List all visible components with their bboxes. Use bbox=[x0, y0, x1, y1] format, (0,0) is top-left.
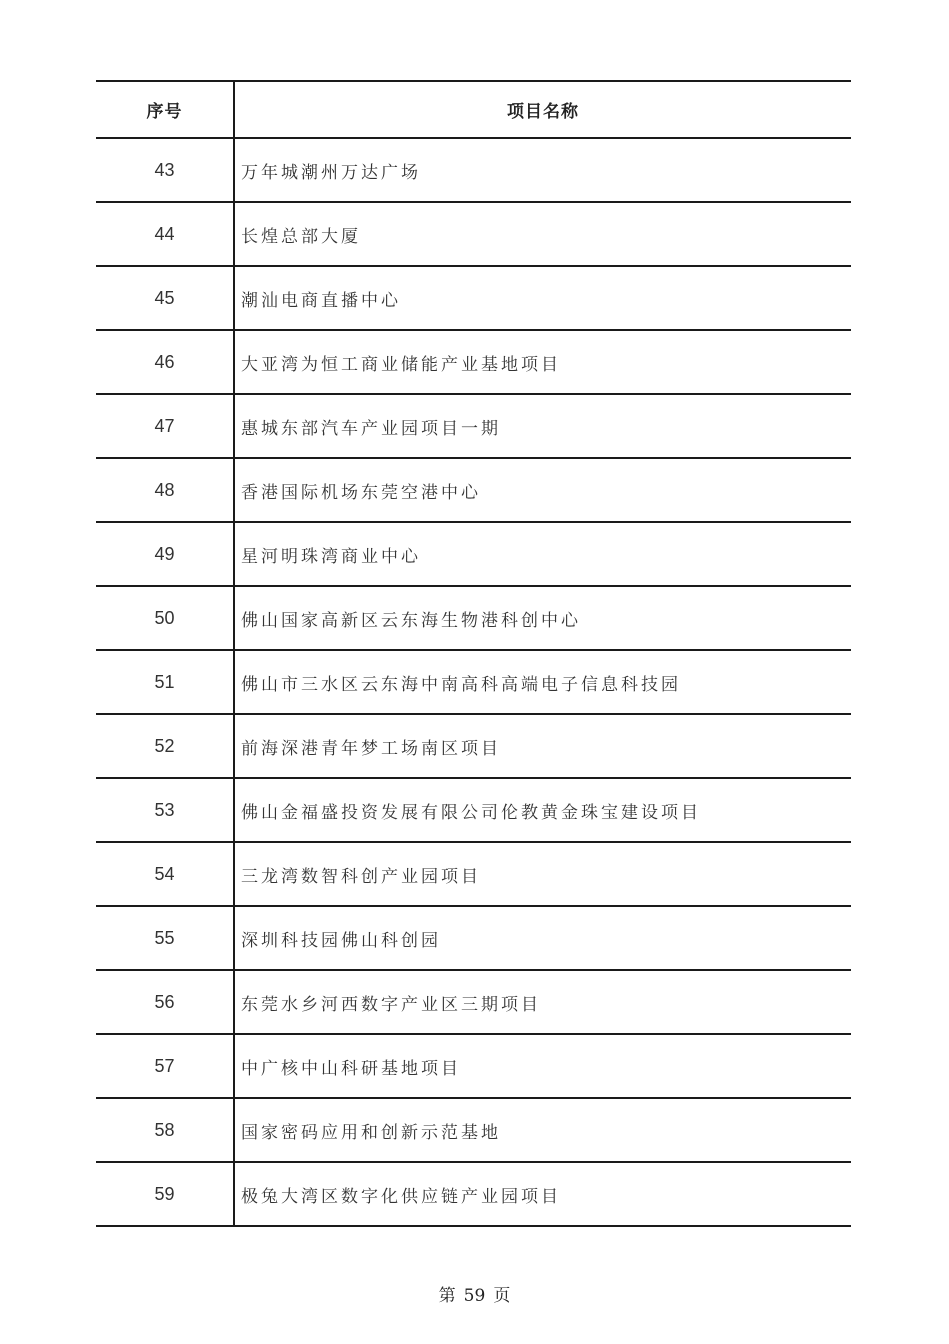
table-row bbox=[96, 650, 851, 714]
table-row bbox=[96, 394, 851, 458]
table-row bbox=[96, 842, 851, 906]
project-name: 长煌总部大厦 bbox=[234, 202, 851, 266]
project-name: 东莞水乡河西数字产业区三期项目 bbox=[234, 970, 851, 1034]
column-header-number: 序号 bbox=[96, 81, 234, 138]
project-name: 星河明珠湾商业中心 bbox=[234, 522, 851, 586]
table-row bbox=[96, 906, 851, 970]
row-number: 54 bbox=[96, 842, 234, 906]
table-row bbox=[96, 1162, 851, 1226]
table-row bbox=[96, 714, 851, 778]
project-name: 极兔大湾区数字化供应链产业园项目 bbox=[234, 1162, 851, 1226]
row-number: 46 bbox=[96, 330, 234, 394]
project-name: 国家密码应用和创新示范基地 bbox=[234, 1098, 851, 1162]
row-number: 52 bbox=[96, 714, 234, 778]
row-number: 55 bbox=[96, 906, 234, 970]
row-number: 50 bbox=[96, 586, 234, 650]
row-number: 59 bbox=[96, 1162, 234, 1226]
table-row bbox=[96, 1034, 851, 1098]
project-name: 潮汕电商直播中心 bbox=[234, 266, 851, 330]
row-number: 48 bbox=[96, 458, 234, 522]
project-name: 大亚湾为恒工商业储能产业基地项目 bbox=[234, 330, 851, 394]
table-row bbox=[96, 522, 851, 586]
row-number: 58 bbox=[96, 1098, 234, 1162]
project-name: 佛山金福盛投资发展有限公司伦教黄金珠宝建设项目 bbox=[234, 778, 851, 842]
row-number: 53 bbox=[96, 778, 234, 842]
table-row bbox=[96, 202, 851, 266]
table-header-row bbox=[96, 81, 851, 138]
table-row bbox=[96, 970, 851, 1034]
project-name: 香港国际机场东莞空港中心 bbox=[234, 458, 851, 522]
table-row bbox=[96, 1098, 851, 1162]
row-number: 57 bbox=[96, 1034, 234, 1098]
column-header-name: 项目名称 bbox=[234, 81, 851, 138]
page-prefix: 第 bbox=[438, 1286, 456, 1306]
table-row bbox=[96, 266, 851, 330]
page-number: 59 bbox=[463, 1286, 486, 1306]
project-name: 深圳科技园佛山科创园 bbox=[234, 906, 851, 970]
project-name: 佛山市三水区云东海中南高科高端电子信息科技园 bbox=[234, 650, 851, 714]
table-row bbox=[96, 330, 851, 394]
project-name: 万年城潮州万达广场 bbox=[234, 138, 851, 202]
table-row bbox=[96, 586, 851, 650]
project-name: 惠城东部汽车产业园项目一期 bbox=[234, 394, 851, 458]
row-number: 47 bbox=[96, 394, 234, 458]
row-number: 44 bbox=[96, 202, 234, 266]
project-name: 前海深港青年梦工场南区项目 bbox=[234, 714, 851, 778]
table-row bbox=[96, 138, 851, 202]
row-number: 51 bbox=[96, 650, 234, 714]
table-row bbox=[96, 458, 851, 522]
row-number: 43 bbox=[96, 138, 234, 202]
page-footer bbox=[0, 1281, 949, 1306]
row-number: 45 bbox=[96, 266, 234, 330]
page-suffix: 页 bbox=[493, 1286, 511, 1306]
project-name: 三龙湾数智科创产业园项目 bbox=[234, 842, 851, 906]
row-number: 49 bbox=[96, 522, 234, 586]
project-table bbox=[96, 80, 851, 1227]
project-name: 中广核中山科研基地项目 bbox=[234, 1034, 851, 1098]
row-number: 56 bbox=[96, 970, 234, 1034]
table-row bbox=[96, 778, 851, 842]
project-name: 佛山国家高新区云东海生物港科创中心 bbox=[234, 586, 851, 650]
